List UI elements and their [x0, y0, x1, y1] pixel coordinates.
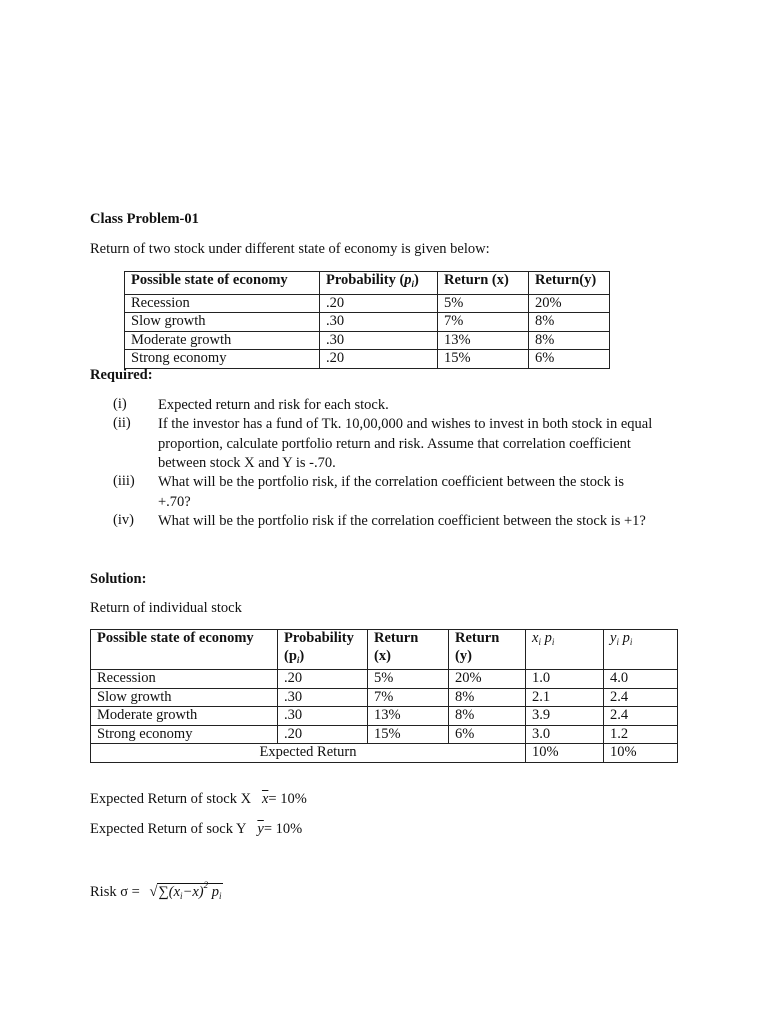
expected-return-y: Expected Return of sock Y $\overline{y}= 10\%$ [90, 821, 303, 837]
cell: .20 [320, 350, 438, 369]
table-total-row [91, 744, 678, 763]
cell: .20 [278, 725, 368, 744]
cell: Moderate growth [91, 707, 278, 726]
total-x: 10% [526, 744, 604, 763]
cell: Moderate growth [125, 331, 320, 350]
cell: .30 [278, 707, 368, 726]
required-item-text: What will be the portfolio risk if the correlation coefficient between the stock is +1? [158, 513, 646, 529]
expected-return-x: Expected Return of stock X $\overline{x}= 10\%$ [90, 791, 307, 807]
table-row [125, 294, 610, 313]
table-row [91, 670, 678, 689]
formula-radicand: $\sum(x_i-\overline{x})^2$ $p_i$ [158, 880, 222, 901]
cell: .20 [278, 670, 368, 689]
cell: 6% [529, 350, 610, 369]
cell: 20% [529, 294, 610, 313]
solution-subheading: Return of individual stock [90, 600, 242, 616]
header-x-times-p: $x_i$ $p_i$ [526, 630, 604, 670]
risk-label: Risk σ = [90, 884, 140, 900]
required-item-text: If the investor has a fund of Tk. 10,00,000 and wishes to invest in both stock in equal proportion, calculate portfolio return and risk. Assume that correlation coefficient between stock X and Y is -.70. [158, 416, 653, 471]
solution-heading: Solution: [90, 571, 147, 587]
cell: 7% [438, 313, 529, 332]
problem-title: Class Problem-01 [90, 211, 199, 227]
table-row [91, 725, 678, 744]
cell: 8% [449, 707, 526, 726]
intro-text: Return of two stock under different state of economy is given below: [90, 241, 490, 257]
required-item-text: Expected return and risk for each stock. [158, 397, 389, 413]
header-state: Possible state of economy [91, 630, 278, 670]
cell: 8% [529, 331, 610, 350]
cell: 1.2 [604, 725, 678, 744]
required-item-text: What will be the portfolio risk, if the correlation coefficient between the stock is +.70? [158, 474, 624, 510]
cell: 2.4 [604, 688, 678, 707]
total-label: Expected Return [91, 744, 526, 763]
solution-table [90, 629, 678, 763]
risk-formula [90, 880, 223, 901]
table-row [91, 707, 678, 726]
cell: 15% [368, 725, 449, 744]
cell: 13% [438, 331, 529, 350]
table-row [125, 313, 610, 332]
header-return-y: Return(y) [529, 272, 610, 295]
table-header-row [91, 630, 678, 670]
table-header-row [125, 272, 610, 295]
cell: .30 [320, 313, 438, 332]
cell: 2.1 [526, 688, 604, 707]
economy-table [124, 271, 610, 369]
header-probability: Probability $(p_i)$ [278, 630, 368, 670]
cell: 5% [368, 670, 449, 689]
cell: 5% [438, 294, 529, 313]
cell: Slow growth [125, 313, 320, 332]
cell: 3.0 [526, 725, 604, 744]
table-row [125, 331, 610, 350]
cell: 1.0 [526, 670, 604, 689]
header-y-times-p: $y_i$ $p_i$ [604, 630, 678, 670]
header-return-y: Return (y) [449, 630, 526, 670]
header-state: Possible state of economy [125, 272, 320, 295]
table-row [125, 350, 610, 369]
cell: .20 [320, 294, 438, 313]
header-return-x: Return (x) [368, 630, 449, 670]
cell: 2.4 [604, 707, 678, 726]
cell: 13% [368, 707, 449, 726]
required-item-num: (ii) [113, 415, 131, 431]
table-row [91, 688, 678, 707]
required-item-num: (iv) [113, 512, 134, 528]
cell: 20% [449, 670, 526, 689]
total-y: 10% [604, 744, 678, 763]
cell: 15% [438, 350, 529, 369]
header-return-x: Return (x) [438, 272, 529, 295]
cell: 7% [368, 688, 449, 707]
cell: Slow growth [91, 688, 278, 707]
cell: Strong economy [125, 350, 320, 369]
cell: 8% [449, 688, 526, 707]
cell: .30 [278, 688, 368, 707]
cell: 4.0 [604, 670, 678, 689]
cell: Recession [91, 670, 278, 689]
cell: Strong economy [91, 725, 278, 744]
required-heading: Required: [90, 367, 153, 383]
cell: .30 [320, 331, 438, 350]
cell: 8% [529, 313, 610, 332]
sqrt-symbol: √ [149, 884, 158, 900]
header-probability: Probability $(p_i)$ [320, 272, 438, 295]
cell: 3.9 [526, 707, 604, 726]
required-item-num: (iii) [113, 473, 135, 489]
cell: 6% [449, 725, 526, 744]
cell: Recession [125, 294, 320, 313]
required-item-num: (i) [113, 396, 127, 412]
